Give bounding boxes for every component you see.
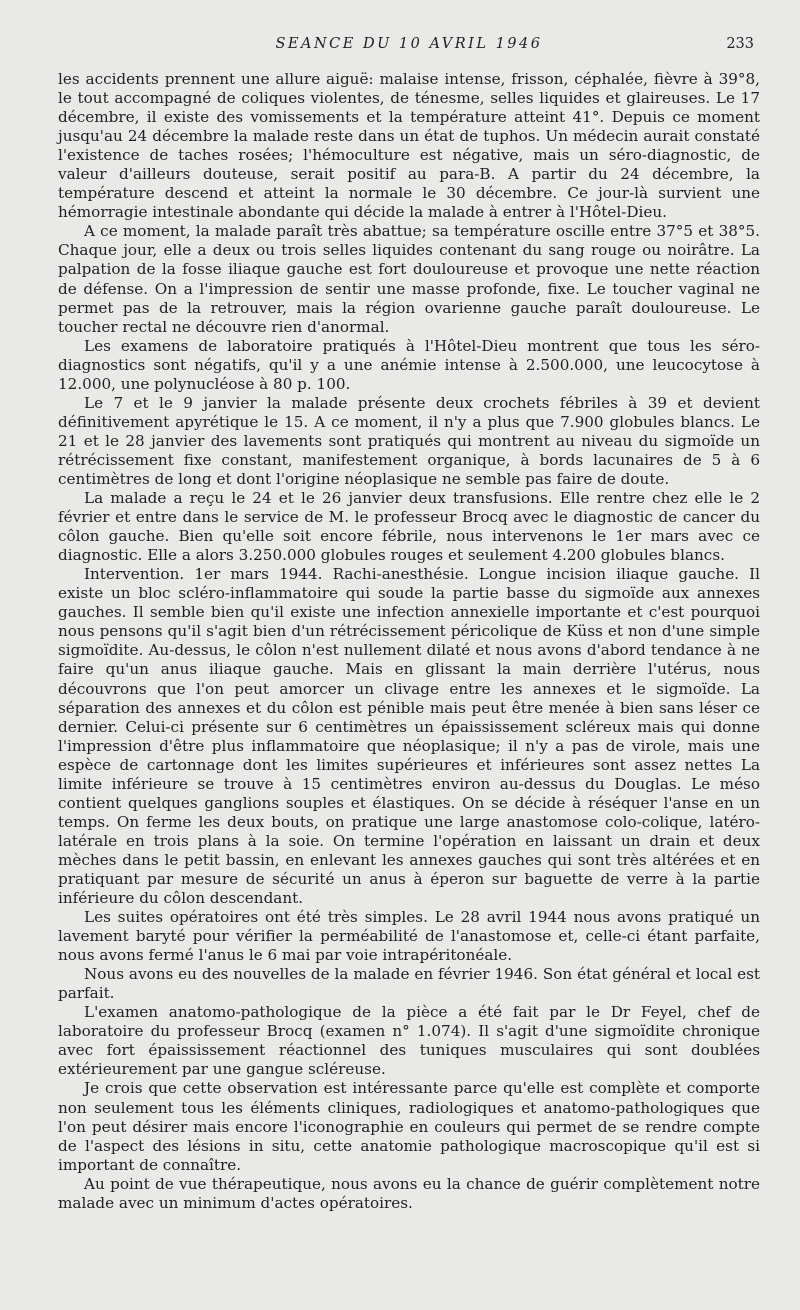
running-title: SEANCE DU 10 AVRIL 1946 bbox=[275, 36, 543, 52]
paragraph: Les examens de laboratoire pratiqués à l'Hôtel-Dieu montrent que tous les séro-diagnostics sont négatifs, qu'il y a une anémie intense à 2.500.000, une leucocytose à 12.000, une polynucléose à 80 p. 100. bbox=[58, 336, 760, 393]
paragraph: L'examen anatomo-pathologique de la pièce a été fait par le Dr Feyel, chef de laboratoire du professeur Brocq (examen n° 1.074). Il s'agit d'une sigmoïdite chronique avec fort épaississement réactionnel des tuniques musculaires qui sont doublées extérieurement par une gangue scléreuse. bbox=[58, 1003, 760, 1079]
paragraph: A ce moment, la malade paraît très abattue; sa température oscille entre 37°5 et 38°5. Chaque jour, elle a deux ou trois selles liquides contenant du sang rouge ou noirâtre. La palpation de la fosse iliaque gauche est fort douloureuse et provoque une nette réaction de défense. On a l'impression de sentir une masse profonde, fixe. Le toucher vaginal ne permet pas de la retrouver, mais la région ovarienne gauche paraît douloureuse. Le toucher rectal ne découvre rien d'anormal. bbox=[58, 222, 760, 336]
paragraph: La malade a reçu le 24 et le 26 janvier deux transfusions. Elle rentre chez elle le 2 février et entre dans le service de M. le professeur Brocq avec le diagnostic de cancer du côlon gauche. Bien qu'elle soit encore fébrile, nous intervenons le 1er mars avec ce diagnostic. Elle a alors 3.250.000 globules rouges et seulement 4.200 globules blancs. bbox=[58, 489, 760, 565]
paragraph-continuation: les accidents prennent une allure aiguë: malaise intense, frisson, céphalée, fièvre à 39°8, le tout accompagné de coliques violentes, de ténesme, selles liquides et glaireuses. Le 17 décembre, il existe des vomissements et la température atteint 41°. Depuis ce moment jusqu'au 24 décembre la malade reste dans un état de tuphos. Un médecin aurait constaté l'existence de taches rosées; l'hémoculture est négative, mais un séro-diagnostic, de valeur d'ailleurs douteuse, serait positif au para-B. A partir du 24 décembre, la température descend et atteint la normale le 30 décembre. Ce jour-là survient une hémorragie intestinale abondante qui décide la malade à entrer à l'Hôtel-Dieu. bbox=[58, 70, 760, 222]
paragraph: Je crois que cette observation est intéressante parce qu'elle est complète et comporte non seulement tous les éléments cliniques, radiologiques et anatomo-pathologiques que l'on peut désirer mais encore l'iconographie en couleurs qui permet de se rendre compte de l'aspect des lésions in situ, cette anatomie pathologique macroscopique qu'il est si important de connaître. bbox=[58, 1079, 760, 1174]
paragraph: Les suites opératoires ont été très simples. Le 28 avril 1944 nous avons pratiqué un lavement baryté pour vérifier la perméabilité de l'anastomose et, celle-ci étant parfaite, nous avons fermé l'anus le 6 mai par voie intrapéritonéale. bbox=[58, 908, 760, 965]
paragraph: Le 7 et le 9 janvier la malade présente deux crochets fébriles à 39 et devient définitivement apyrétique le 15. A ce moment, il n'y a plus que 7.900 globules blancs. Le 21 et le 28 janvier des lavements sont pratiqués qui montrent au niveau du sigmoïde un rétrécissement fixe constant, manifestement organique, à bords lacunaires de 5 à 6 centimètres de long et dont l'origine néoplasique ne semble pas faire de doute. bbox=[58, 393, 760, 488]
page-number: 233 bbox=[726, 36, 754, 52]
paragraph: Au point de vue thérapeutique, nous avons eu la chance de guérir complètement notre malade avec un minimum d'actes opératoires. bbox=[58, 1174, 760, 1212]
body-text bbox=[58, 70, 760, 1213]
page-header bbox=[58, 36, 760, 62]
paragraph-intervention: Intervention. 1er mars 1944. Rachi-anesthésie. Longue incision iliaque gauche. Il existe un bloc scléro-inflammatoire qui soude la partie basse du sigmoïde aux annexes gauches. Il semble bien qu'il existe une infection annexielle importante et c'est pourquoi nous pensons qu'il s'agit bien d'un rétrécissement péricolique de Küss et non d'une simple sigmoïdite. Au-dessus, le côlon n'est nullement dilaté et nous avons d'abord tendance à ne faire qu'un anus iliaque gauche. Mais en glissant la main derrière l'utérus, nous découvrons que l'on peut amorcer un clivage entre les annexes et le sigmoïde. La séparation des annexes et du côlon est pénible mais peut être menée à bien sans léser ce dernier. Celui-ci présente sur 6 centimètres un épaississement scléreux mais qui donne l'impression d'être plus inflammatoire que néoplasique; il n'y a pas de virole, mais une espèce de cartonnage dont les limites supérieures et inférieures sont assez nettes La limite inférieure se trouve à 15 centimètres environ au-dessus du Douglas. Le méso contient quelques ganglions souples et élastiques. On se décide à réséquer l'anse en un temps. On ferme les deux bouts, on pratique une large anastomose colo-colique, latéro-latérale en trois plans à la soie. On termine l'opération en laissant un drain et deux mèches dans le petit bassin, en enlevant les annexes gauches qui sont très altérées et en pratiquant par mesure de sécurité un anus à éperon sur baguette de verre à la partie inférieure du côlon descendant. bbox=[58, 565, 760, 908]
paragraph: Nous avons eu des nouvelles de la malade en février 1946. Son état général et local est parfait. bbox=[58, 965, 760, 1003]
